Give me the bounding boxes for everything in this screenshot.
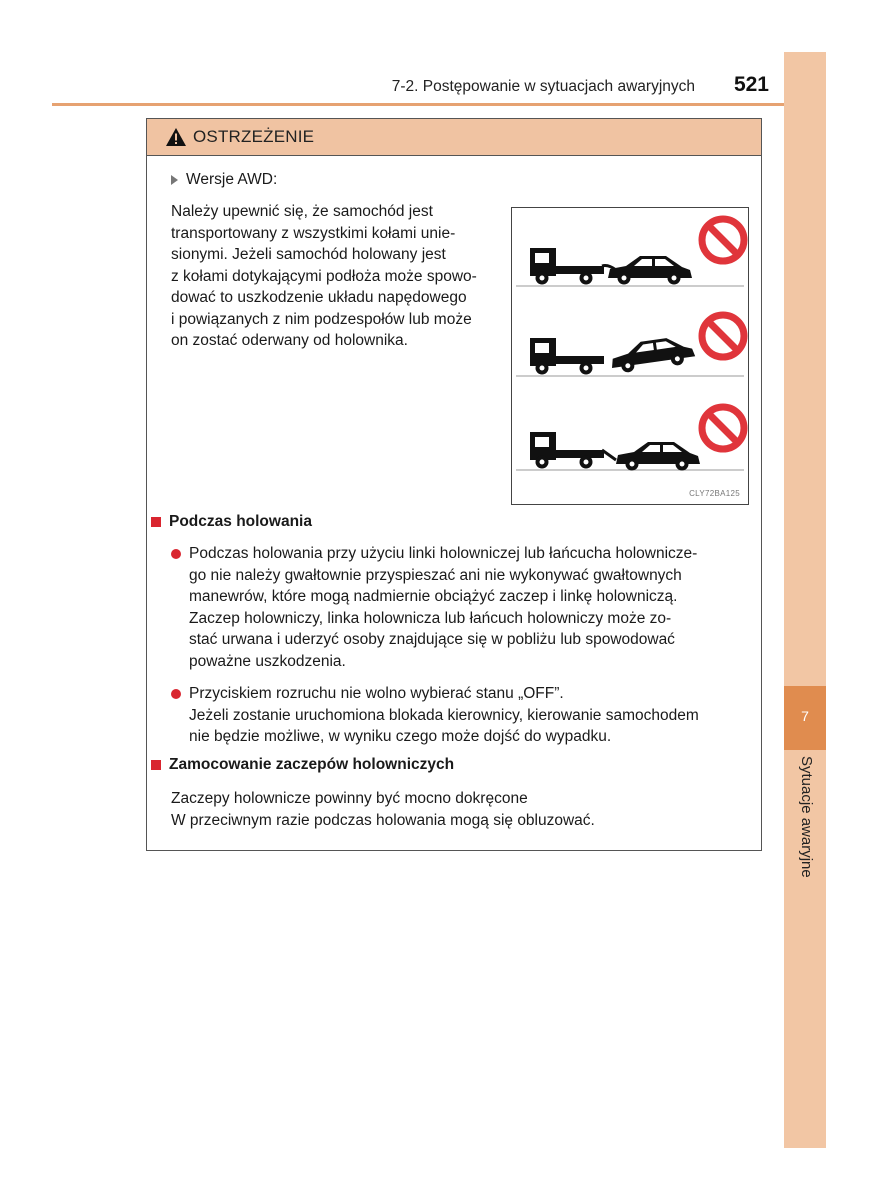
awd-line-2: transportowany z wszystkimi kołami unie- bbox=[171, 224, 456, 242]
section-heading-tow-hooks bbox=[151, 756, 454, 774]
red-bullet-icon bbox=[171, 549, 181, 559]
tow-truck-icon bbox=[530, 432, 604, 469]
bullet1-line-3: manewrów, które mogą nadmiernie obciążyć zaczep i linkę holowniczą. bbox=[189, 588, 678, 605]
warning-header bbox=[147, 119, 761, 156]
bullet1-line-1: Podczas holowania przy użyciu linki holowniczej lub łańcucha holownicze- bbox=[189, 545, 698, 562]
tow-truck-icon bbox=[530, 248, 604, 285]
bullet1-line-2: go nie należy gwałtownie przyspieszać ani nie wykonywać gwałtownych bbox=[189, 566, 682, 584]
bullet2-line-3: nie będzie możliwe, w wyniku czego może dojść do wypadku. bbox=[189, 728, 612, 745]
car-icon bbox=[609, 335, 696, 375]
warning-box bbox=[146, 118, 762, 851]
page-number: 521 bbox=[733, 73, 769, 96]
bullet1-line-5: stać urwana i uderzyć osoby znajdujące się w pobliżu lub spowodować bbox=[189, 631, 675, 648]
red-square-icon bbox=[151, 760, 161, 770]
chapter-tab bbox=[784, 686, 826, 750]
tow-hooks-paragraph bbox=[171, 788, 731, 831]
awd-line-3: sionymi. Jeżeli samochód holowany jest bbox=[171, 246, 446, 263]
towing-figure bbox=[511, 207, 749, 505]
car-icon bbox=[608, 256, 692, 285]
tow-truck-icon bbox=[530, 338, 604, 375]
bullet1-line-4: Zaczep holowniczy, linka holownicza lub łańcuch holowniczy może zo- bbox=[189, 609, 672, 627]
prohibited-icon bbox=[702, 315, 744, 357]
prohibited-icon bbox=[702, 219, 744, 261]
awd-line-5: dować to uszkodzenie układu napędowego bbox=[171, 289, 467, 306]
bullet1-line-6: poważne uszkodzenia. bbox=[189, 652, 346, 670]
awd-paragraph bbox=[171, 201, 491, 352]
tow-hooks-line-1: Zaczepy holownicze powinny być mocno dokręcone bbox=[171, 790, 528, 807]
bullet2-line-1: Przyciskiem rozruchu nie wolno wybierać stanu „OFF”. bbox=[189, 685, 564, 702]
section-heading-towing-text: Podczas holowania bbox=[169, 513, 312, 530]
bullet-item-towing-cable bbox=[171, 543, 747, 672]
awd-line-6: i powiązanych z nim podzespołów lub może bbox=[171, 310, 472, 328]
section-heading-towing bbox=[151, 513, 312, 531]
awd-line-1: Należy upewnić się, że samochód jest bbox=[171, 203, 433, 220]
bullet-item-start-button bbox=[171, 683, 747, 748]
chapter-label bbox=[783, 756, 827, 916]
awd-label-line bbox=[171, 171, 277, 189]
awd-line-7: on zostać oderwany od holownika. bbox=[171, 332, 408, 349]
prohibited-icon bbox=[702, 407, 744, 449]
header-rule bbox=[52, 103, 784, 106]
triangle-marker-icon bbox=[171, 175, 178, 185]
section-title: 7-2. Postępowanie w sytuacjach awaryjnych bbox=[391, 78, 695, 95]
side-strip bbox=[784, 52, 826, 1148]
awd-line-4: z kołami dotykającymi podłoża może spowo- bbox=[171, 267, 477, 285]
figure-code: CLY72BA125 bbox=[689, 489, 740, 498]
chapter-number: 7 bbox=[801, 708, 809, 724]
red-bullet-icon bbox=[171, 689, 181, 699]
car-icon bbox=[616, 442, 700, 471]
warning-title: OSTRZEŻENIE bbox=[193, 127, 315, 146]
awd-label: Wersje AWD: bbox=[186, 171, 278, 188]
warning-triangle-icon bbox=[165, 127, 187, 147]
section-heading-tow-hooks-text: Zamocowanie zaczepów holowniczych bbox=[169, 756, 455, 773]
towing-illustration bbox=[512, 208, 748, 504]
tow-hooks-line-2: W przeciwnym razie podczas holowania mogą się obluzować. bbox=[171, 811, 595, 829]
bullet2-line-2: Jeżeli zostanie uruchomiona blokada kierownicy, kierowanie samochodem bbox=[189, 706, 699, 724]
chapter-label-text: Sytuacje awaryjne bbox=[798, 756, 815, 878]
red-square-icon bbox=[151, 517, 161, 527]
